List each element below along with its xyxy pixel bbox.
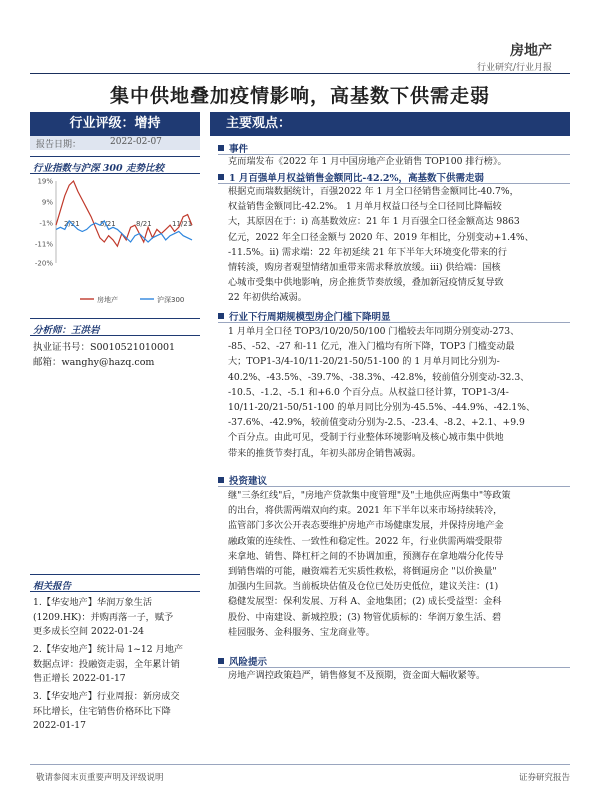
related-divider — [30, 574, 200, 575]
section-threshold-title — [218, 309, 391, 323]
sales-line: -11.5%。ii) 需求端：22 年初延续 21 年下半年大环境变化带来的行 — [228, 246, 507, 258]
y-tick-label: 19% — [37, 177, 53, 186]
footer-divider — [30, 764, 570, 765]
section-underline — [218, 486, 570, 487]
sales-line: 心城市受集中供地影响，房企推货节奏放缓，叠加新冠疫情反复导致 — [228, 277, 504, 289]
rating-label: 行业评级： — [69, 116, 135, 131]
analyst-divider — [30, 318, 200, 319]
index-comparison-chart — [30, 175, 200, 310]
advice-line: 监管部门多次公开表态要维护房地产市场健康发展，并保持房地产金 — [228, 520, 504, 532]
chart-title: 行业指数与沪深 300 走势比较 — [33, 163, 164, 174]
advice-line: 到销售端的可能，融资端若无实质性救松，将倒逼房企 "以价换量" — [228, 566, 497, 578]
date-row — [30, 136, 200, 150]
section-advice-title — [218, 473, 267, 487]
analyst-divider-bottom — [30, 335, 200, 336]
sector-label: 房地产 — [510, 43, 552, 59]
related-report-2-line: 数据点评：投融资走弱，全年累计销 — [33, 658, 180, 670]
related-report-2[interactable] — [33, 643, 203, 687]
report-title: 集中供地叠加疫情影响，高基数下供需走弱 — [109, 85, 490, 107]
advice-line: 融政策的连续性、一致性和稳定性。2022 年，行业供需两端受限带 — [228, 535, 503, 547]
x-tick-label: 11/21 — [172, 220, 193, 229]
rating-value: 增持 — [134, 116, 161, 131]
section-risk-title — [218, 654, 267, 668]
related-report-1-line: 更多成长空间 2022-01-24 — [33, 626, 145, 637]
threshold-line: 1 月单月全口径 TOP3/10/20/50/100 门槛较去年同期分别变动-273、 — [228, 326, 520, 337]
related-report-1-line: 1.【华安地产】华润万象生活 — [33, 597, 153, 608]
section-title-text: 1 月百强单月权益销售金额同比-42.2%，高基数下供需走弱 — [229, 173, 485, 184]
report-type: 行业研究/行业月报 — [476, 63, 552, 73]
advice-line: 股份、中南建设、新城控股；(3) 物管优质标的：华润万象生活、碧 — [228, 611, 502, 623]
threshold-line: -85、-52、-27 和-11 亿元，准入门槛均有所下降，TOP3 门槛变动最 — [228, 341, 515, 353]
related-report-2-line: 2.【华安地产】统计局 1~12 月地产 — [33, 644, 184, 655]
section-title-text: 投资建议 — [229, 476, 268, 487]
threshold-paragraph — [228, 324, 570, 461]
main-points-heading: 主要观点： — [210, 112, 570, 136]
threshold-line: 40.2%、-43.5%、-39.7%、-38.3%、-42.8%，较前值分别变动-32.3、 — [228, 371, 530, 383]
y-tick-label: -1% — [39, 219, 53, 228]
chart-divider — [30, 173, 200, 174]
threshold-line: 10/11-20/21-50/51-100 的单月同比分别为-45.5%、-44.9%、-42.1%、 — [228, 402, 536, 414]
related-reports-title: 相关报告 — [33, 581, 72, 592]
legend-label: 房地产 — [97, 296, 118, 304]
sales-line: 权益销售金额同比-42.2%。 1 月单月权益口径与全口径同比降幅较 — [228, 201, 502, 213]
threshold-line: 个百分点。由此可见，受制于行业整体环境影响及核心城市集中供地 — [228, 432, 504, 444]
threshold-line: 大；TOP1-3/4-10/11-20/21-50/51-100 的 1 月单月同比分别为- — [228, 356, 500, 368]
analyst-name: 分析师：王洪岩 — [33, 325, 100, 336]
advice-line: 桂园服务、金科服务、宝龙商业等。 — [228, 626, 375, 638]
rating-box — [30, 112, 200, 136]
related-report-1[interactable] — [33, 596, 203, 640]
advice-line: 继"三条红线"后，"房地产贷款集中度管理"及"土地供应两集中"等政策 — [228, 490, 511, 501]
related-report-3-line: 环比增长，住宅销售价格环比下降 — [33, 705, 171, 717]
related-report-1-line: (1209.HK)：并购再落一子，赋予 — [33, 611, 174, 623]
related-report-2-line: 售正增长 2022-01-17 — [33, 673, 126, 684]
header-divider — [30, 73, 570, 74]
section-underline — [218, 322, 570, 323]
sales-line: 情转淡，购房者观望情绪加重带来需求释放放缓。iii) 供给端：国核 — [228, 262, 501, 274]
section-sales-title — [218, 170, 484, 184]
y-tick-label: -11% — [34, 240, 53, 249]
related-report-3[interactable] — [33, 690, 203, 734]
advice-line: 来拿地、销售、降杠杆之间的不协调加重，预测存在拿地端分化传导 — [228, 550, 504, 562]
event-text: 克而瑞发布《2022 年 1 月中国房地产企业销售 TOP100 排行榜》。 — [228, 156, 507, 167]
related-report-3-line: 3.【华安地产】行业周报：新房成交 — [33, 691, 180, 702]
threshold-line: -37.6%、-42.9%，较前值变动分别为-2.5、-23.4、-8.2、+2.1、+9.9 — [228, 417, 525, 429]
legend-label: 沪深300 — [157, 296, 185, 304]
email[interactable]: 邮箱：wanghy@hazq.com — [33, 357, 155, 368]
bullet-square-icon — [218, 174, 224, 180]
related-report-3-line: 2022-01-17 — [33, 720, 86, 731]
bullet-square-icon — [218, 658, 224, 664]
risk-text: 房地产调控政策趋严，销售修复不及预期，资金面大幅收紧等。 — [228, 670, 486, 681]
section-title-text: 风险提示 — [229, 657, 268, 668]
date-label: 报告日期： — [36, 140, 82, 150]
bullet-square-icon — [218, 477, 224, 483]
sales-line: 大，其原因在于：i) 高基数效应：21 年 1 月百强全口径金额高达 9863 — [228, 216, 520, 228]
section-event-title — [218, 141, 248, 155]
advice-line: 稳健发展型：保利发展、万科 A、金地集团；(2) 成长受益型：金科 — [228, 596, 502, 608]
threshold-line: 带来的推货节奏打乱，年初头部房企销售减弱。 — [228, 447, 421, 459]
x-tick-label: 5/21 — [100, 220, 116, 229]
related-divider-bottom — [30, 591, 200, 592]
y-tick-label: 9% — [41, 198, 53, 207]
sales-line: 22 年初供给减弱。 — [228, 292, 307, 304]
advice-paragraph — [228, 488, 570, 640]
section-title-text: 行业下行周期规模型房企门槛下降明显 — [229, 312, 391, 323]
footer-disclaimer: 敬请参阅末页重要声明及评级说明 — [36, 773, 164, 783]
y-tick-label: -20% — [34, 259, 53, 268]
advice-line: 的出台，将供需两端双向约束。2021 年下半年以来市场持续转冷， — [228, 505, 503, 517]
x-tick-label: 8/21 — [136, 220, 152, 229]
bullet-square-icon — [218, 313, 224, 319]
sales-line: 亿元，2022 年全口径金额与 2020 年、2019 年相比，分别变动+1.4%、 — [228, 231, 534, 243]
footer-label: 证券研究报告 — [518, 773, 570, 783]
sales-line: 根据克而瑞数据统计，百强2022 年 1 月全口径销售金额同比-40.7%， — [228, 186, 519, 197]
section-title-text: 事件 — [229, 144, 249, 155]
bullet-square-icon — [218, 145, 224, 151]
x-tick-label: 2/21 — [64, 220, 80, 229]
sales-paragraph — [228, 184, 570, 306]
cert-number: 执业证书号：S0010521010001 — [33, 342, 176, 353]
date-value: 2022-02-07 — [110, 137, 162, 147]
chart-divider-top — [30, 156, 200, 157]
advice-line: 加强内生回款。当前板块估值及仓位已处历史低位，建议关注：(1) — [228, 581, 499, 593]
threshold-line: -10.5、-1.2、-5.1 和+6.0 个百分点。从权益口径计算，TOP1-3/4- — [228, 386, 509, 398]
